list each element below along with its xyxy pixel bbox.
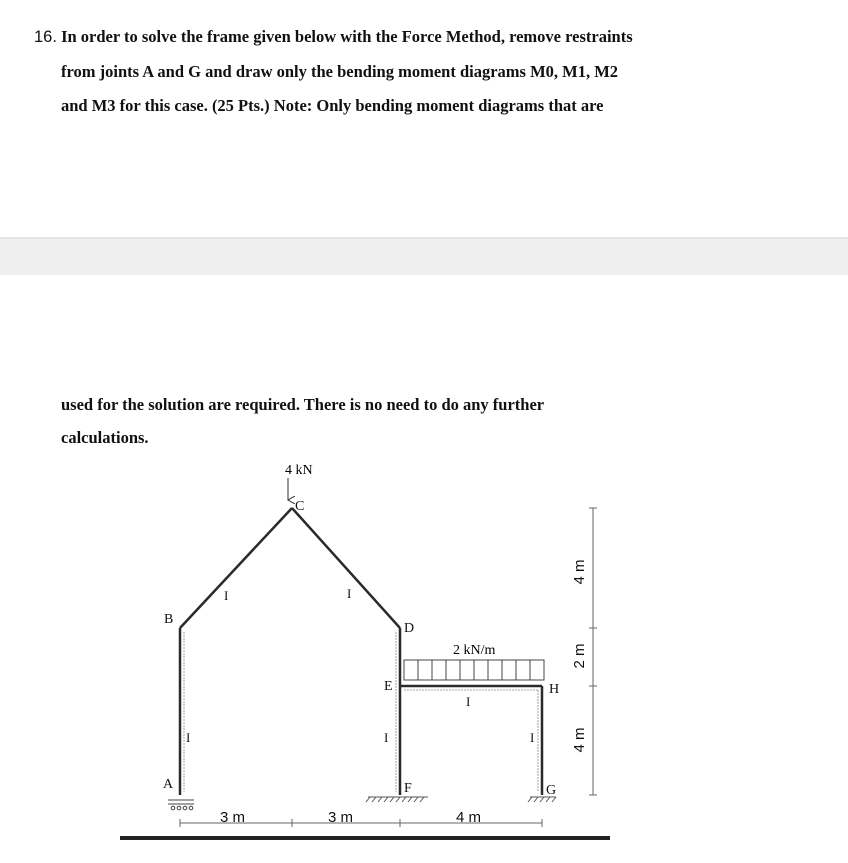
question-line-1-text: In order to solve the frame given below with the Force Method, remove restraints	[61, 27, 633, 46]
inertia-ab: I	[186, 730, 191, 745]
height-dimension-line	[589, 508, 597, 795]
inertia-cd: I	[347, 586, 352, 601]
span-label-1: 3 m	[220, 809, 246, 826]
question-line-5: calculations.	[61, 428, 149, 447]
point-load-label: 4 kN	[285, 463, 313, 478]
joint-f-label: F	[404, 781, 412, 796]
rafter-bc	[180, 508, 292, 628]
distributed-load	[404, 660, 544, 680]
joint-e-label: E	[384, 679, 393, 694]
question-number: 16.	[34, 28, 57, 46]
support-a	[168, 800, 194, 810]
support-f	[366, 797, 428, 802]
joint-h-label: H	[549, 682, 560, 697]
inertia-bc: I	[224, 588, 229, 603]
span-label-3: 4 m	[456, 809, 482, 826]
inertia-df: I	[384, 730, 389, 745]
bottom-rule	[120, 836, 610, 840]
joint-b-label: B	[164, 612, 174, 627]
rafter-cd	[292, 508, 400, 628]
question-line-3: and M3 for this case. (25 Pts.) Note: Only bending moment diagrams that are	[61, 96, 604, 115]
inertia-hg: I	[530, 730, 535, 745]
height-label-2: 2 m	[571, 643, 588, 669]
question-line-4: used for the solution are required. There is no need to do any further	[61, 395, 545, 414]
joint-d-label: D	[404, 621, 415, 636]
height-label-1: 4 m	[571, 559, 588, 585]
height-label-3: 4 m	[571, 727, 588, 753]
joint-g-label: G	[546, 783, 557, 798]
inertia-eh: I	[466, 694, 471, 709]
span-label-2: 3 m	[328, 809, 354, 826]
question-line-2: from joints A and G and draw only the bending moment diagrams M0, M1, M2	[61, 62, 619, 81]
joint-c-label: C	[295, 499, 305, 514]
joint-a-label: A	[163, 777, 174, 792]
distributed-load-label: 2 kN/m	[453, 643, 496, 658]
